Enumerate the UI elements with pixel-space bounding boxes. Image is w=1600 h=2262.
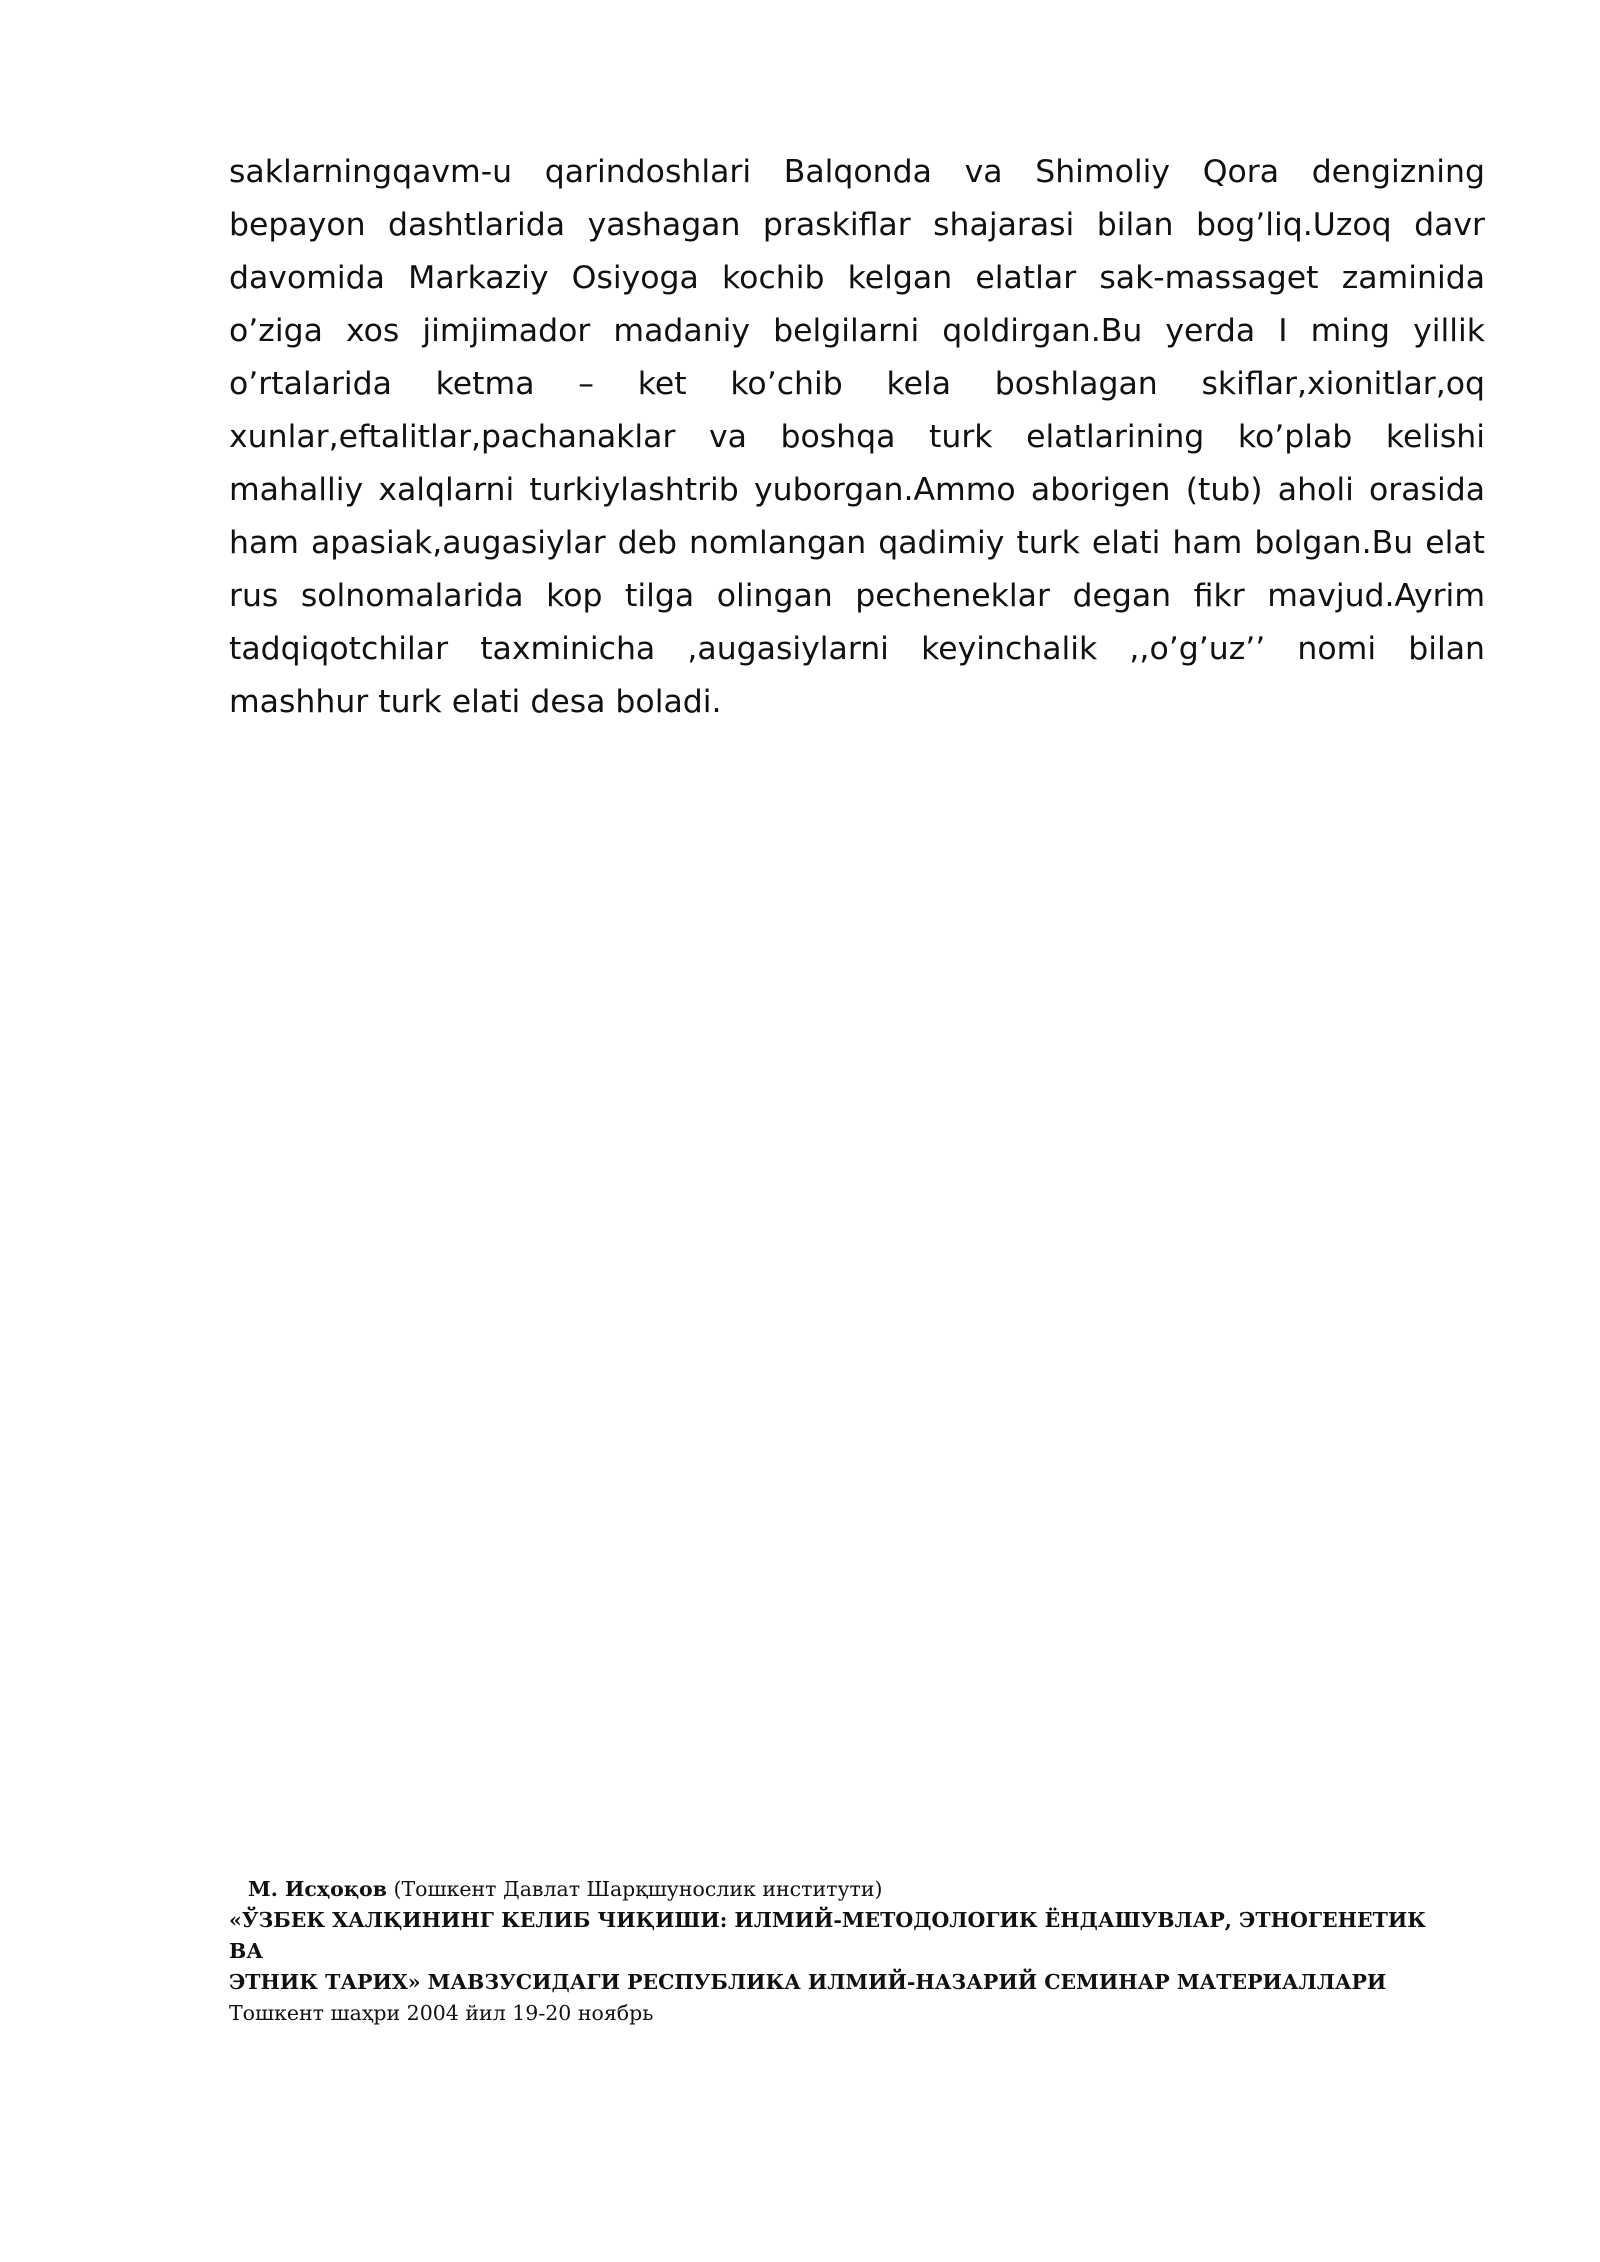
place-date: Тошкент шаҳри 2004 йил 19-20 ноябрь	[229, 2001, 654, 2025]
seminar-title-line-2: ЭТНИК ТАРИХ» МАВЗУСИДАГИ РЕСПУБЛИКА ИЛМИЙ-НАЗАРИЙ СЕМИНАР МАТЕРИАЛЛАРИ	[229, 1970, 1387, 1994]
seminar-title-line-1: «ЎЗБЕК ХАЛҚИНИНГ КЕЛИБ ЧИҚИШИ: ИЛМИЙ-МЕТОДОЛОГИК ЁНДАШУВЛАР, ЭТНОГЕНЕТИК ВА	[229, 1908, 1426, 1963]
author-name: М. Исҳоқов	[248, 1877, 387, 1901]
body-paragraph: saklarningqavm-u qarindoshlari Balqonda va Shimoliy Qora dengizning bepayon dashtlarida yashagan praskiflar shajarasi bilan bog’liq.Uzoq davr davomida Markaziy Osiyoga kochib kelgan elatlar sak-massaget zaminida o’ziga xos jimjimador madaniy belgilarni qoldirgan.Bu yerda I ming yillik o’rtalarida ketma – ket ko’chib kela boshlagan skiflar,xionitlar,oq xunlar,eftalitlar,pachanaklar va boshqa turk elatlarining ko’plab kelishi mahalliy xalqlarni turkiylashtrib yuborgan.Ammo aborigen (tub) aholi orasida ham apasiak,augasiylar deb nomlangan qadimiy turk elati ham bolgan.Bu elat rus solnomalarida kop tilga olingan pecheneklar degan fikr mavjud.Ayrim tadqiqotchilar taxminicha ,augasiylarni keyinchalik ,,o’g’uz’’ nomi bilan mashhur turk elati desa boladi.	[229, 154, 1485, 720]
source-footer	[229, 1874, 1429, 2029]
author-line	[229, 1874, 1429, 1905]
author-affiliation: (Тошкент Давлат Шарқшунослик институти)	[386, 1877, 883, 1901]
